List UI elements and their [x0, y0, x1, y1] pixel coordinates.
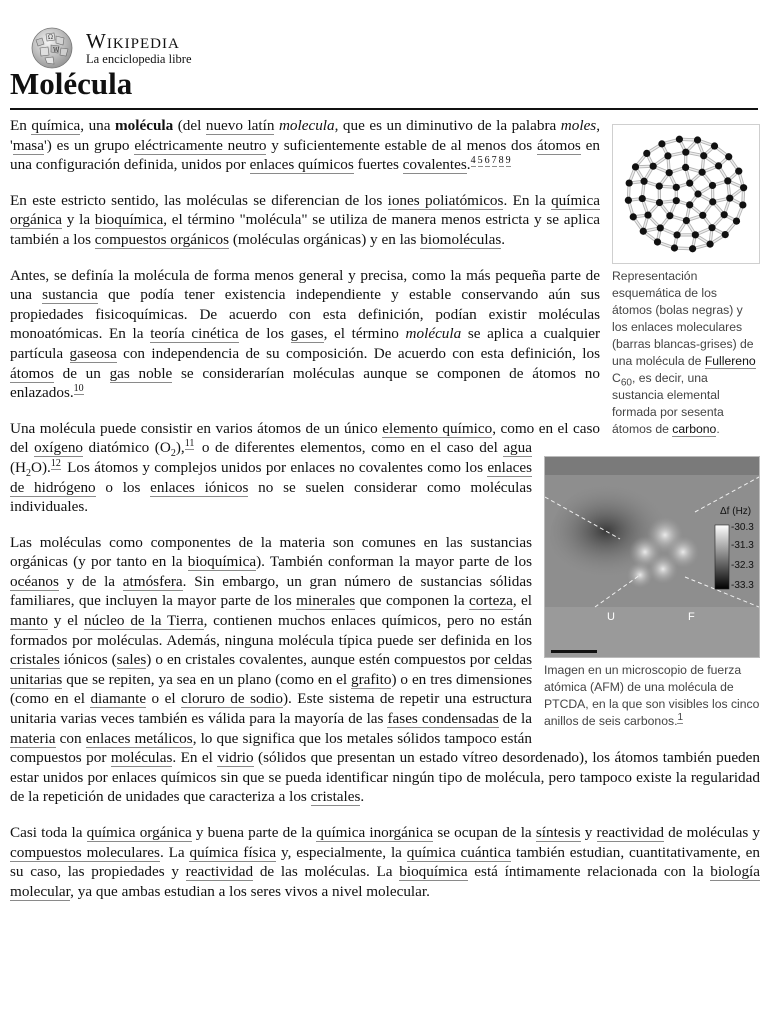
reference-link[interactable]: 7 — [491, 155, 497, 167]
paragraph-composition: Una molécula puede consistir en varios átomos de un único elemento químico, como en el caso del oxígeno diatómico $(O_2),^{11}$ o de diferentes elementos, como en el caso del agua $(H_2O).^{12}$ Los átomos y complejos unidos por enlaces no covalentes como los enlaces de hidrógeno o los enlaces iónicos no se suelen considerar como moléculas individuales. — [10, 419, 600, 516]
atom-ball — [726, 195, 733, 202]
link-sales[interactable]: sales — [116, 651, 147, 669]
afm-scale-label: -30.3 — [731, 522, 754, 533]
link-gas-noble[interactable]: gas noble — [109, 364, 173, 382]
atom-ball — [640, 228, 647, 235]
link-bioquimica[interactable]: bioquímica — [187, 553, 257, 571]
link-carbono[interactable]: carbono — [672, 422, 717, 436]
atom-ball — [724, 177, 731, 184]
title-divider — [10, 108, 758, 110]
atom-ball — [722, 231, 729, 238]
caption-text: Imagen en un microscopio de fuerza atómica (AFM) de una molécula de PTCDA, en la que son visibles los cinco anillos de seis carbonos. — [544, 663, 760, 728]
atom-ball — [639, 195, 646, 202]
atom-ball — [643, 150, 650, 157]
link-compuestos-organicos[interactable]: compuestos orgánicos — [94, 230, 230, 248]
figure-afm — [544, 456, 760, 730]
link-manto[interactable]: manto — [10, 612, 48, 630]
link-compuestos-moleculares[interactable]: compuestos moleculares — [10, 843, 160, 861]
caption-text: , es decir, una sustancia elemental formada por sesenta átomos de — [612, 371, 724, 436]
atom-ball — [666, 169, 673, 176]
atom-ball — [673, 184, 680, 191]
link-quimica[interactable]: química — [31, 117, 81, 134]
color-scale-bar — [715, 525, 729, 589]
link-bioquimica[interactable]: bioquímica — [399, 863, 468, 881]
caption-text: . — [716, 422, 720, 436]
link-enlaces-hidrogeno[interactable]: enlaces de hidrógeno — [10, 458, 532, 496]
atom-ball — [686, 201, 693, 208]
reference-link[interactable]: 4 — [470, 155, 476, 167]
atom-ball — [699, 169, 706, 176]
atom-ball — [644, 211, 651, 218]
link-cloruro-sodio[interactable]: cloruro de sodio — [181, 690, 283, 708]
atom-ball — [733, 217, 740, 224]
link-biologia-molecular[interactable]: biología molecular — [10, 863, 760, 900]
term-molecula: molécula — [115, 117, 174, 134]
paragraph-intro: En química, una molécula (del nuevo latín molecula, que es un diminutivo de la palabra moles, 'masa') es un grupo eléctricamente neutro y suficientemente estable de al menos dos átomos en una configuración definida, unidos por enlaces químicos fuertes covalentes.$^{4 5 6 7 8 9}$ — [10, 117, 601, 174]
afm-scale-label: -32.3 — [731, 560, 754, 571]
svg-text:Ω: Ω — [48, 34, 53, 41]
link-iones-poliatomicos[interactable]: iones poliatómicos — [387, 191, 504, 209]
subscript: 2 — [26, 467, 32, 479]
link-biomoleculas[interactable]: biomoléculas — [420, 230, 502, 248]
afm-scale-label: -33.3 — [731, 580, 754, 591]
afm-label-u: U — [607, 611, 615, 623]
link-nucleo-tierra[interactable]: núcleo de la Tierra — [84, 612, 204, 630]
figure-caption — [612, 268, 760, 438]
paragraph-fields: Casi toda la química orgánica y buena parte de la química inorgánica se ocupan de la síntesis y reactividad de moléculas y compuestos moleculares. La química física y, especialmente, la química cuántica también estudian, cuantitativamente, en su caso, las propiedades y reactividad de las moléculas. La bioquímica está íntimamente relacionada con la biología molecular, ya que ambas estudian a los seres vivos a nivel molecular. — [10, 824, 760, 900]
atom-ball — [626, 179, 633, 186]
link-corteza[interactable]: corteza — [468, 592, 513, 610]
link-atomos[interactable]: átomos — [536, 136, 581, 154]
atom-ball — [683, 217, 690, 224]
link-fases-condensadas[interactable]: fases condensadas — [387, 710, 499, 728]
reference-link[interactable]: 10 — [73, 383, 84, 395]
paragraph-matter: Las moléculas como componentes de la materia son comunes en las sustancias orgánicas (y por tanto en la bioquímica). También conforman la mayor parte de los océanos y de la atmósfera. Sin embargo, un gran número de sustancias sólidas familiares, que incluyen la mayor parte de los minerales que componen la corteza, el manto y el núcleo de la Tierra, contienen muchos enlaces químicos, pero no están formados por moléculas. Además, ninguna molécula típica puede ser definida en los cristales iónicos (sales) o en cristales covalentes, aunque estén compuestos por celdas unitarias que se repiten, ya sea en un plano (como en el grafito) o en tres dimensiones (como en el diamante o el cloruro de sodio). Este sistema de repetir una estructura unitaria varias veces también es válida para la mayoría de las fases condensadas de la materia con enlaces metálicos, lo que significa que los metales sólidos tampoco están compuestos por moléculas. En el vidrio (sólidos que presentan un estado vítreo desordenado), los átomos también pueden estar unidos por enlaces químicos sin que se pueda identificar ningún tipo de molécula, pero tampoco existe la regularidad de la repetición de unidades que caracteriza a los cristales. — [10, 533, 760, 806]
reference-group — [74, 383, 86, 394]
atom-ball — [682, 164, 689, 171]
reference-link[interactable]: 5 — [477, 155, 483, 167]
link-fullereno[interactable]: Fullereno — [704, 354, 756, 368]
link-diamante[interactable]: diamante — [90, 690, 147, 708]
reference-group — [51, 458, 63, 469]
atom-ball — [709, 198, 716, 205]
atom-ball — [673, 231, 680, 238]
caption-text: Representación esquemática de los átomos (bolas negras) y los enlaces moleculares (barras blancas-grises) de una molécula de — [612, 269, 754, 368]
atom-ball — [650, 163, 657, 170]
figure-caption — [544, 662, 760, 730]
link-enlaces-metalicos[interactable]: enlaces metálicos — [85, 729, 193, 747]
link-quimica-cuantica[interactable]: química cuántica — [406, 843, 512, 861]
link-cristales[interactable]: cristales — [310, 788, 361, 806]
paragraph-history: Antes, se definía la molécula de forma menos general y precisa, como la más pequeña parte de una sustancia que podía tener existencia independiente y estable conservando aún sus propiedades fisicoquímicas. De acuerdo con esta definición, podían existir moléculas monoatómicas. En la teoría cinética de los gases, el término molécula se aplica a cualquier partícula gaseosa con independencia de su composición. De acuerdo con esta definición, los átomos de un gas noble se considerarían moléculas aunque se componen de átomos no enlazados.$^{10}$ — [10, 266, 600, 402]
reference-link[interactable]: 12 — [50, 457, 61, 469]
link-gases[interactable]: gases — [290, 325, 324, 343]
link-agua[interactable]: agua — [503, 439, 532, 457]
link-quimica-fisica[interactable]: química física — [189, 843, 277, 861]
link-oxigeno[interactable]: oxígeno — [34, 439, 84, 457]
atom-ball — [700, 152, 707, 159]
atom-ball — [740, 184, 747, 191]
atom-ball — [632, 163, 639, 170]
atom-ball — [658, 140, 665, 147]
reference-group — [471, 155, 513, 166]
link-quimica-organica[interactable]: química orgánica — [86, 824, 192, 841]
atom-ball — [630, 213, 637, 220]
link-quimica-organica[interactable]: química orgánica — [10, 191, 600, 229]
page-title: Molécula — [10, 66, 133, 101]
paragraph-strict-sense: En este estricto sentido, las moléculas se diferencian de los iones poliatómicos. En la química orgánica y la bioquímica, el término "molécula" se utiliza de manera menos estricta y se aplica también a los compuestos orgánicos (moléculas orgánicas) y en las biomoléculas. — [10, 191, 601, 248]
link-sustancia[interactable]: sustancia — [42, 286, 98, 304]
reference-group — [677, 712, 685, 723]
atom-ball — [694, 136, 701, 143]
link-elemento-quimico[interactable]: elemento químico — [382, 419, 493, 437]
atom-ball — [721, 211, 728, 218]
atom-ball — [699, 212, 706, 219]
atom-ball — [708, 224, 715, 231]
link-teoria-cinetica[interactable]: teoría cinética — [150, 325, 239, 343]
site-tagline: La enciclopedia libre — [86, 52, 192, 66]
fullerene-image[interactable] — [612, 124, 760, 264]
link-moleculas[interactable]: moléculas — [110, 749, 173, 767]
afm-label-f: F — [688, 611, 695, 623]
afm-scale-title: Δf (Hz) — [720, 506, 752, 517]
atom-ball — [739, 201, 746, 208]
subscript: 2 — [170, 448, 176, 460]
italic-term: molécula — [405, 325, 462, 343]
italic-term: moles — [560, 117, 597, 134]
wikipedia-globe-logo[interactable] — [28, 26, 78, 70]
reference-link[interactable]: 11 — [184, 438, 195, 450]
atom-ball — [709, 182, 716, 189]
afm-scale-label: -31.3 — [731, 540, 754, 551]
reference-link[interactable]: 9 — [505, 155, 511, 167]
atom-ball — [656, 183, 663, 190]
atom-ball — [715, 162, 722, 169]
link-minerales[interactable]: minerales — [296, 592, 356, 610]
link-masa[interactable]: masa — [12, 136, 44, 154]
link-materia[interactable]: materia — [10, 729, 56, 747]
link-quimica-inorganica[interactable]: química inorgánica — [316, 824, 434, 841]
reference-link[interactable]: 8 — [498, 155, 504, 167]
link-reactividad[interactable]: reactividad — [185, 863, 254, 881]
atom-ball — [625, 197, 632, 204]
link-grafito[interactable]: grafito — [350, 670, 392, 688]
link-enlaces-quimicos[interactable]: enlaces químicos — [249, 156, 354, 174]
link-covalentes[interactable]: covalentes — [402, 156, 467, 174]
atom-ball — [694, 190, 701, 197]
atom-ball — [689, 245, 696, 252]
atom-ball — [676, 136, 683, 143]
atom-ball — [682, 149, 689, 156]
atom-ball — [654, 238, 661, 245]
link-atomos[interactable]: átomos — [10, 364, 54, 382]
atom-ball — [706, 241, 713, 248]
atom-ball — [671, 244, 678, 251]
atom-ball — [640, 178, 647, 185]
atom-ball — [692, 231, 699, 238]
atom-ball — [664, 152, 671, 159]
wikipedia-wordmark[interactable]: Wikipedia — [86, 29, 180, 53]
atom-ball — [657, 224, 664, 231]
link-electricamente-neutro[interactable]: eléctricamente neutro — [134, 136, 267, 154]
link-enlaces-ionicos[interactable]: enlaces iónicos — [150, 478, 249, 496]
link-nuevo-latin[interactable]: nuevo latín — [205, 117, 275, 134]
link-gaseosa[interactable]: gaseosa — [69, 344, 117, 362]
site-header — [28, 26, 328, 70]
scale-bar — [551, 650, 597, 653]
reference-link[interactable]: 6 — [484, 155, 490, 167]
subscript: 60 — [620, 377, 632, 389]
link-vidrio[interactable]: vidrio — [217, 749, 254, 767]
italic-term: molecula — [278, 117, 335, 134]
link-reactividad[interactable]: reactividad — [596, 824, 664, 841]
link-atmosfera[interactable]: atmósfera — [122, 572, 183, 590]
link-celdas-unitarias[interactable]: celdas unitarias — [10, 651, 533, 688]
afm-image[interactable] — [544, 456, 760, 658]
atom-ball — [735, 168, 742, 175]
reference-group — [185, 438, 197, 449]
link-oceanos[interactable]: océanos — [10, 572, 59, 590]
atom-ball — [656, 199, 663, 206]
atom-ball — [725, 153, 732, 160]
atom-ball — [686, 180, 693, 187]
atom-ball — [666, 212, 673, 219]
figure-fullerene — [612, 124, 760, 438]
atom-ball — [711, 142, 718, 149]
link-bioquimica[interactable]: bioquímica — [94, 211, 164, 229]
article-body — [10, 116, 760, 917]
caption-text: C — [612, 371, 621, 385]
link-sintesis[interactable]: síntesis — [535, 824, 581, 841]
link-cristales[interactable]: cristales — [10, 651, 60, 669]
atom-ball — [673, 197, 680, 204]
reference-link[interactable]: 1 — [677, 711, 684, 723]
svg-text:W: W — [53, 47, 60, 54]
